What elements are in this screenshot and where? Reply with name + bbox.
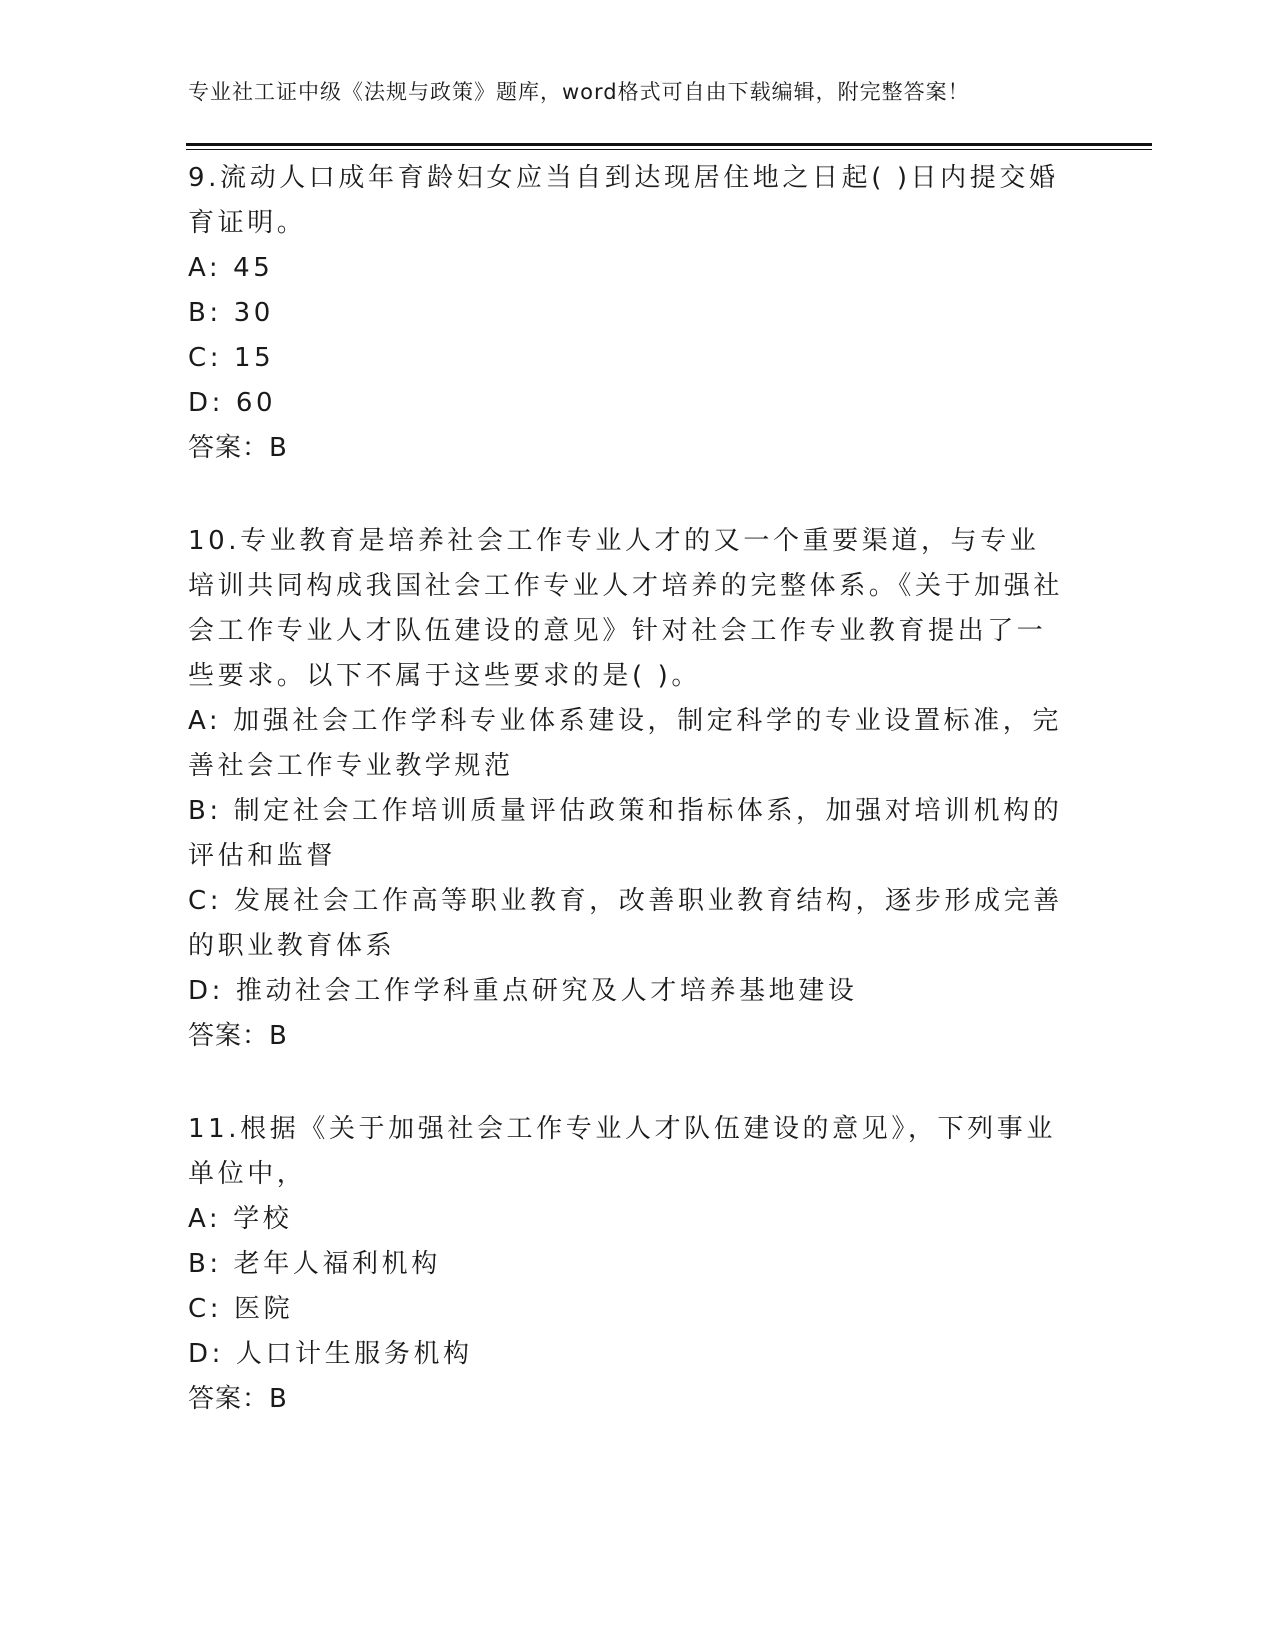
question-list — [188, 156, 1068, 1470]
option-d: D: 60 — [188, 388, 277, 418]
option-a: A: 加强社会工作学科专业体系建设，制定科学的专业设置标准，完善社会工作专业教学规范 — [188, 706, 1062, 781]
question-9 — [188, 156, 1068, 471]
question-stem: 10.专业教育是培养社会工作专业人才的又一个重要渠道，与专业培训共同构成我国社会工作专业人才培养的完整体系。《关于加强社会工作专业人才队伍建设的意见》针对社会工作专业教育提出了一些要求。以下不属于这些要求的是( )。 — [188, 526, 1064, 691]
option-d: D: 推动社会工作学科重点研究及人才培养基地建设 — [188, 976, 858, 1006]
question-stem: 9.流动人口成年育龄妇女应当自到达现居住地之日起( )日内提交婚育证明。 — [188, 163, 1059, 238]
header-rule-thick — [186, 143, 1152, 146]
option-c: C: 发展社会工作高等职业教育，改善职业教育结构，逐步形成完善的职业教育体系 — [188, 886, 1063, 961]
option-a: A: 学校 — [188, 1204, 293, 1234]
option-a: A: 45 — [188, 253, 274, 283]
answer-line: 答案：B — [188, 1384, 288, 1414]
answer-line: 答案：B — [188, 1021, 288, 1051]
page-header: 专业社工证中级《法规与政策》题库，word格式可自由下载编辑，附完整答案！ — [188, 80, 970, 104]
option-c: C: 医院 — [188, 1294, 294, 1324]
option-c: C: 15 — [188, 343, 275, 373]
option-b: B: 老年人福利机构 — [188, 1249, 441, 1279]
option-b: B: 30 — [188, 298, 274, 328]
option-d: D: 人口计生服务机构 — [188, 1339, 473, 1369]
header-rule-thin — [186, 149, 1152, 150]
option-b: B: 制定社会工作培训质量评估政策和指标体系，加强对培训机构的评估和监督 — [188, 796, 1063, 871]
answer-line: 答案：B — [188, 433, 288, 463]
question-10 — [188, 519, 1068, 1059]
question-stem: 11.根据《关于加强社会工作专业人才队伍建设的意见》，下列事业单位中， — [188, 1114, 1056, 1189]
question-11 — [188, 1107, 1068, 1422]
